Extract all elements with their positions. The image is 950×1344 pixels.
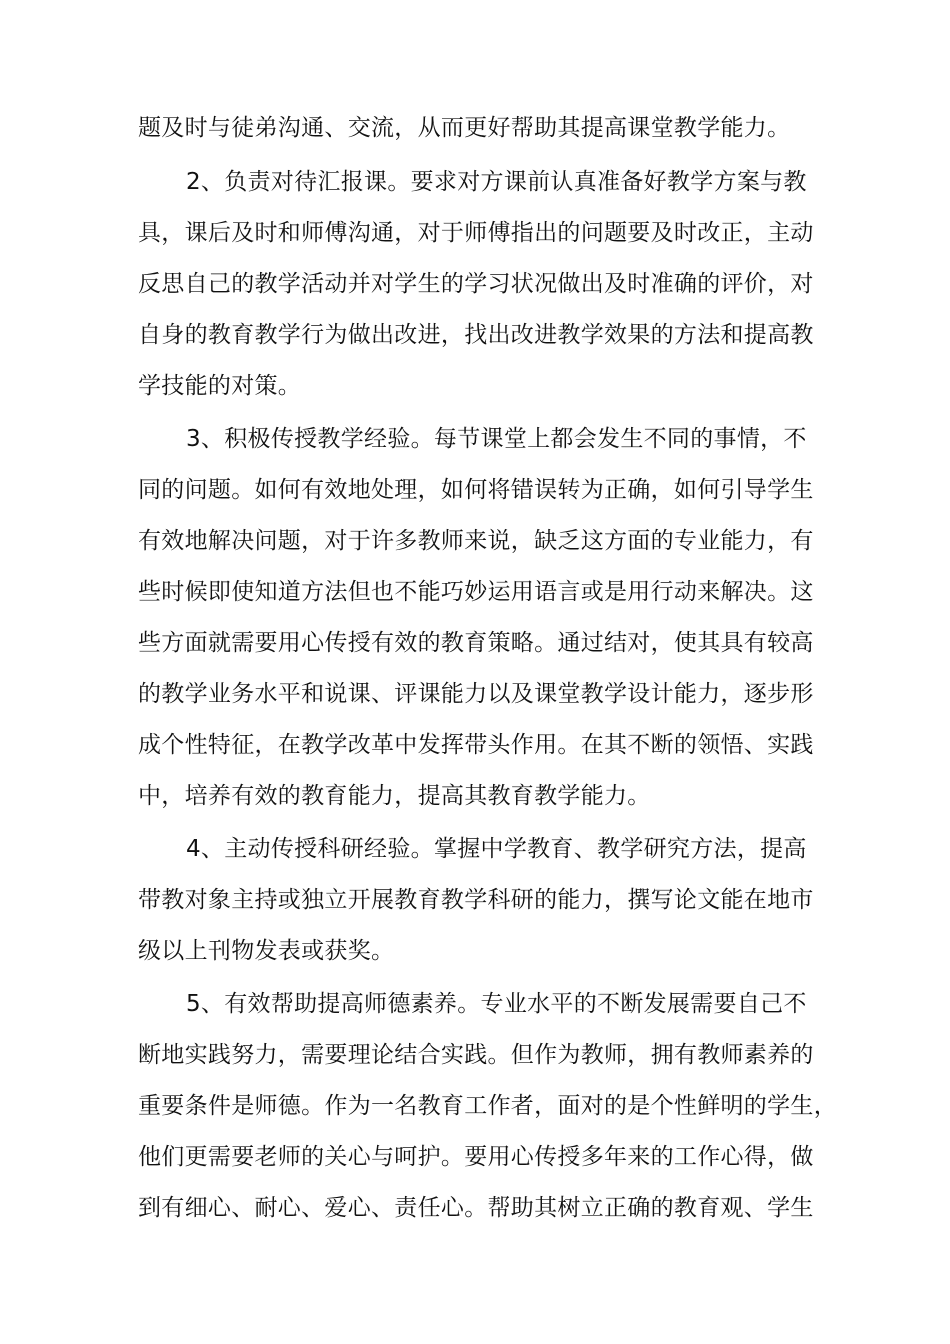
text-line: 自身的教育教学行为做出改进，找出改进教学效果的方法和提高教 <box>138 322 814 348</box>
paragraph-2-start: 2、负责对待汇报课。要求对方课前认真准备好教学方案与教 <box>186 169 807 195</box>
text-line: 带教对象主持或独立开展教育教学科研的能力，撰写论文能在地市 <box>138 887 814 913</box>
text-line: 学技能的对策。 <box>138 373 302 399</box>
text-line: 到有细心、耐心、爱心、责任心。帮助其树立正确的教育观、学生 <box>138 1195 814 1221</box>
text-line: 的教学业务水平和说课、评课能力以及课堂教学设计能力，逐步形 <box>138 681 814 707</box>
text-line: 中，培养有效的教育能力，提高其教育教学能力。 <box>138 783 651 809</box>
paragraph-5-start: 5、有效帮助提高师德素养。专业水平的不断发展需要自己不 <box>186 991 807 1017</box>
text-line: 反思自己的教学活动并对学生的学习状况做出及时准确的评价，对 <box>138 271 814 297</box>
text-line: 题及时与徒弟沟通、交流，从而更好帮助其提高课堂教学能力。 <box>138 115 791 141</box>
text-line: 同的问题。如何有效地处理，如何将错误转为正确，如何引导学生 <box>138 477 814 503</box>
text-line: 有效地解决问题，对于许多教师来说，缺乏这方面的专业能力，有 <box>138 528 814 554</box>
paragraph-4-start: 4、主动传授科研经验。掌握中学教育、教学研究方法，提高 <box>186 836 807 862</box>
text-line: 他们更需要老师的关心与呵护。要用心传授多年来的工作心得，做 <box>138 1144 814 1170</box>
text-line: 级以上刊物发表或获奖。 <box>138 938 395 964</box>
text-line: 成个性特征，在教学改革中发挥带头作用。在其不断的领悟、实践 <box>138 732 814 758</box>
text-line: 断地实践努力，需要理论结合实践。但作为教师，拥有教师素养的 <box>138 1042 814 1068</box>
text-line: 具，课后及时和师傅沟通，对于师傅指出的问题要及时改正，主动 <box>138 220 814 246</box>
text-line: 些方面就需要用心传授有效的教育策略。通过结对，使其具有较高 <box>138 630 814 656</box>
text-line: 些时候即使知道方法但也不能巧妙运用语言或是用行动来解决。这 <box>138 579 814 605</box>
paragraph-3-start: 3、积极传授教学经验。每节课堂上都会发生不同的事情，不 <box>186 426 807 452</box>
text-line: 重要条件是师德。作为一名教育工作者，面对的是个性鲜明的学生， <box>138 1093 837 1119</box>
